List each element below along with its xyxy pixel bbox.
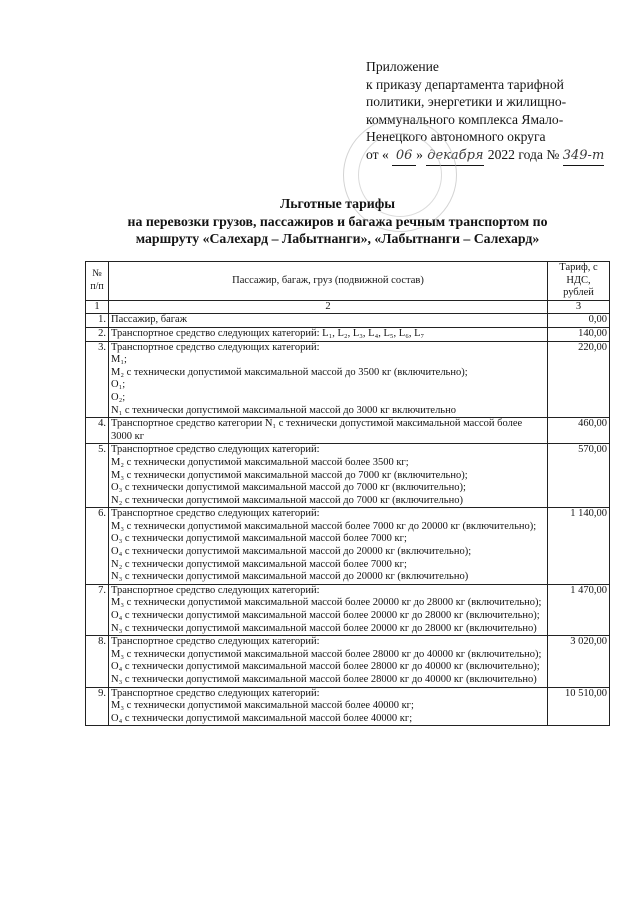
description-line: Транспортное средство следующих категорий:: [111, 636, 320, 648]
description-line: N₃ с технически допустимой максимальной массой до 20000 кг (включительно): [111, 571, 469, 583]
col-number: 1: [86, 300, 109, 314]
row-number: 3.: [86, 341, 109, 418]
row-number: 7.: [86, 584, 109, 635]
row-description: [109, 341, 548, 418]
row-tariff: 460,00: [548, 418, 610, 444]
date-number: 349-т: [563, 147, 605, 166]
title-line: Льготные тарифы: [279, 196, 396, 211]
description-line: N₂ с технически допустимой максимальной массой до 7000 кг (включительно): [111, 494, 463, 506]
row-tariff: 140,00: [548, 327, 610, 341]
row-tariff: 1 470,00: [548, 584, 610, 635]
row-description: [109, 584, 548, 635]
row-description: [109, 444, 548, 508]
row-description: [109, 687, 548, 726]
table-row: [86, 444, 610, 508]
table-row: [86, 584, 610, 635]
date-mid: »: [416, 146, 423, 162]
title-line: маршруту «Салехард – Лабытнанги», «Лабытнанги – Салехард»: [135, 231, 540, 246]
table-row: [86, 508, 610, 585]
description-line: N₁ с технически допустимой максимальной массой до 3000 кг включительно: [111, 404, 456, 416]
description-line: О₃ с технически допустимой максимальной массой более 7000 кг;: [111, 533, 407, 545]
appendix-line: к приказу департамента тарифной: [366, 76, 564, 92]
description-line: М₃ с технически допустимой максимальной массой до 7000 кг (включительно);: [111, 469, 468, 481]
description-line: М₃ с технически допустимой максимальной массой более 20000 кг до 28000 кг (включительно);: [111, 597, 542, 609]
description-line: О₄ с технически допустимой максимальной массой до 20000 кг (включительно);: [111, 546, 472, 558]
table-body: [86, 314, 610, 726]
row-tariff: 220,00: [548, 341, 610, 418]
row-tariff: 1 140,00: [548, 508, 610, 585]
description-line: N₂ с технически допустимой максимальной массой более 7000 кг;: [111, 558, 407, 570]
col-number: 3: [548, 300, 610, 314]
date-day: 06: [392, 147, 416, 166]
description-line: Транспортное средство следующих категорий:: [111, 687, 320, 699]
tariff-table: [85, 261, 610, 726]
appendix-line: Ненецкого автономного округа: [366, 129, 546, 145]
document-title: [60, 195, 615, 248]
description-line: О₃ с технически допустимой максимальной массой до 7000 кг (включительно);: [111, 482, 466, 494]
description-line: М₂ с технически допустимой максимальной массой до 3500 кг (включительно);: [111, 366, 468, 378]
description-line: Транспортное средство следующих категорий:: [111, 444, 320, 456]
row-number: 6.: [86, 508, 109, 585]
description-line: О₄ с технически допустимой максимальной массой более 28000 кг до 40000 кг (включительно);: [111, 661, 540, 673]
description-line: N₃ с технически допустимой максимальной массой более 20000 кг до 28000 кг (включительно): [111, 622, 537, 634]
description-line: Транспортное средство следующих категорий:: [111, 341, 320, 353]
description-line: О₄ с технически допустимой максимальной массой более 20000 кг до 28000 кг (включительно);: [111, 610, 540, 622]
header-description: Пассажир, багаж, груз (подвижной состав): [109, 262, 548, 301]
row-description: [109, 327, 548, 341]
description-line: М₁;: [111, 354, 127, 366]
row-tariff: 10 510,00: [548, 687, 610, 726]
table-row: [86, 687, 610, 726]
row-description: [109, 636, 548, 687]
description-line: М₂ с технически допустимой максимальной массой более 3500 кг;: [111, 456, 409, 468]
table-header-row: [86, 262, 610, 301]
table-row: [86, 418, 610, 444]
description-line: М₃ с технически допустимой максимальной массой более 28000 кг до 40000 кг (включительно);: [111, 648, 542, 660]
description-line: О₁;: [111, 379, 126, 391]
description-line: Пассажир, багаж: [111, 314, 187, 326]
description-line: О₂;: [111, 391, 126, 403]
row-number: 9.: [86, 687, 109, 726]
date-prefix: от «: [366, 146, 389, 162]
date-year: 2022 года №: [487, 146, 560, 162]
row-number: 1.: [86, 314, 109, 328]
table-row: [86, 327, 610, 341]
row-description: [109, 508, 548, 585]
row-description: [109, 418, 548, 444]
description-line: М₃ с технически допустимой максимальной массой более 7000 кг до 20000 кг (включительно);: [111, 520, 537, 532]
row-tariff: 570,00: [548, 444, 610, 508]
row-tariff: 0,00: [548, 314, 610, 328]
row-number: 8.: [86, 636, 109, 687]
row-number: 4.: [86, 418, 109, 444]
date-month: декабря: [426, 147, 484, 166]
appendix-line: политики, энергетики и жилищно-: [366, 94, 567, 110]
description-line: Транспортное средство следующих категорий: L₁, L₂, L₃, L₄, L₅, L₆, L₇: [111, 327, 425, 339]
appendix-line: коммунального комплекса Ямало-: [366, 111, 564, 127]
row-tariff: 3 020,00: [548, 636, 610, 687]
header-num: № п/п: [86, 262, 109, 301]
description-line: Транспортное средство следующих категорий:: [111, 584, 320, 596]
description-line: Транспортное средство следующих категорий:: [111, 508, 320, 520]
table-row: [86, 636, 610, 687]
column-number-row: [86, 300, 610, 314]
table-row: [86, 314, 610, 328]
description-line: М₃ с технически допустимой максимальной массой более 40000 кг;: [111, 700, 414, 712]
row-number: 2.: [86, 327, 109, 341]
title-line: на перевозки грузов, пассажиров и багажа речным транспортом по: [127, 213, 548, 229]
description-line: О₄ с технически допустимой максимальной массой более 40000 кг;: [111, 712, 413, 724]
row-number: 5.: [86, 444, 109, 508]
appendix-line: Приложение: [366, 59, 439, 74]
table-row: [86, 341, 610, 418]
description-line: N₃ с технически допустимой максимальной массой более 28000 кг до 40000 кг (включительно): [111, 674, 537, 685]
header-tariff: Тариф, с НДС, рублей: [548, 262, 610, 301]
col-number: 2: [109, 300, 548, 314]
description-line: Транспортное средство категории N₁ с технически допустимой максимальной массой более 3000 кг: [111, 418, 523, 442]
row-description: [109, 314, 548, 328]
